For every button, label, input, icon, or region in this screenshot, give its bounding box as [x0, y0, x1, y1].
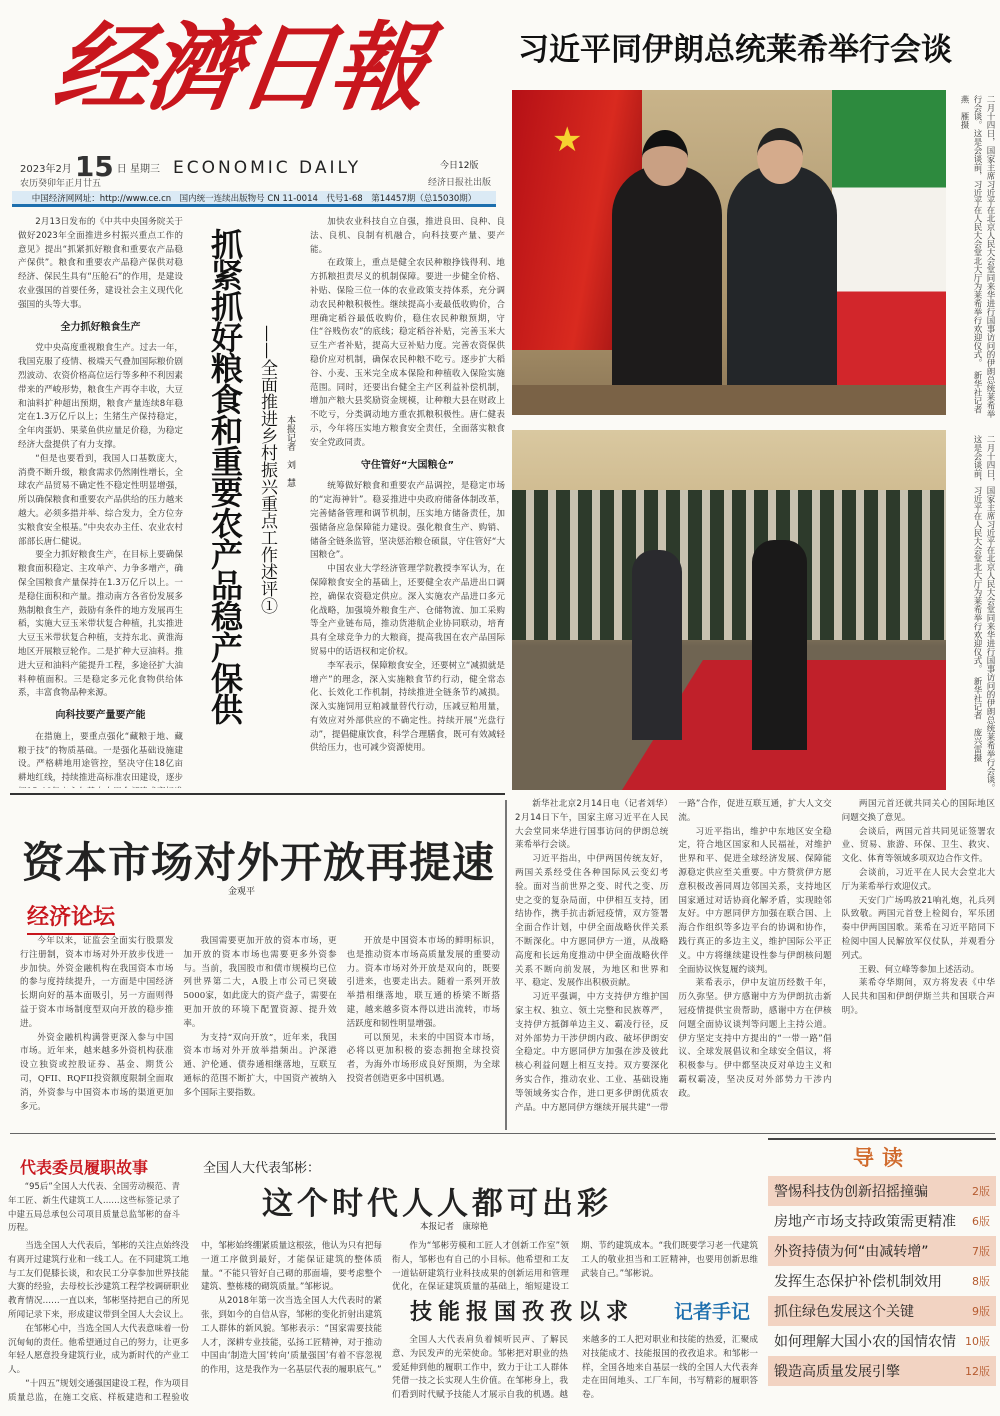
guide-box — [768, 1138, 996, 1414]
iran-flag — [832, 90, 946, 415]
paragraph: 中国农业大学经济管理学院教授李军认为，在保障粮食安全的基础上，还要健全农产品进出口调控，确保农资稳定供应。深入实施农产品进口多元化战略，加强境外粮食生产、仓储物流、加工采购等全产业链布局，推动货港航企业协同联动，培育具有全球竞争力的大粮商，提高我国在农产品国际贸易中的话语权和定价权。 — [310, 564, 505, 657]
guide-list — [768, 1176, 996, 1386]
paragraph: 在邹彬心中，当选全国人大代表意味着一份沉甸甸的责任。他希望通过自己的努力，让更多年轻人愿意投身建筑行业，成为新时代的产业工人。 — [8, 1323, 189, 1376]
guide-item-label: 如何理解大国小农的国情农情 — [774, 1334, 956, 1350]
guide-item-page: 7版 — [972, 1245, 990, 1258]
photo-caption-2 — [950, 435, 996, 795]
note-body: 全国人大代表肩负着倾听民声、了解民意、为民发声的光荣使命。邹彬把对职业的热爱延伸到他的履职工作中，致力于让工人群体凭借一技之长实现人生价值。在邹彬身上，我们看到时代赋予技能人才展示自我的机遇。越来越多的工人把对职业和技能的热爱，汇聚成对技能成才、技能报国的孜孜追求。和邹彬一样，全国各地来自基层一线的全国人大代表奔走在田间地头、工厂车间，书写精彩的履职答卷。 — [392, 1335, 758, 1401]
section-divider — [10, 1133, 995, 1134]
photo-credit: 新华社记者 燕 雁摄 — [959, 95, 982, 423]
paragraph: 2月13日发布的《中共中央国务院关于做好2023年全面推进乡村振兴重点工作的意见》提出“抓紧抓好粮食和重要农产品稳产保供”。粮食和重要农产品稳产保供对稳经济、保民生具有“压舱石”的作用，是建设农业强国的首要任务，建设社会主义现代化强国的头等大事。 — [18, 217, 183, 310]
paragraph: 在措施上，要重点强化“藏粮于地、藏粮于技”的物质基础。一是强化基础设施建设。严格耕地用途管控，坚决守住18亿亩耕地红线，持续推进高标准农田建设，逐步 — [18, 731, 183, 784]
paragraph: 李军表示，保障粮食安全，还要树立“减损就是增产”的理念，深入实施粮食节约行动，健全常态化、长效化工作机制，持续推进全链条节约减损。深入实施饲用豆粕减量替代行动，压减豆粕用量，有效应对外部供应的不确定性。持续开展“光盘行动”，提倡健康饮食，科学合理膳食，既可有效减轻供给压力，也可减少资源使用。 — [310, 660, 505, 754]
paragraph: 习近平指出，维护中东地区安全稳定，符合地区国家和人民福祉，对维护世界和平、促进全球经济发展、保障能源稳定供应至关重要。中方赞赏伊方愿意积极改善同周边邻国关系，支持地区国家通过对话协商化解矛盾，实现睦邻友好。中方愿同伊方加强在联合国、上海合作组织等多边平台的协调和协作，践行真正的多边主义，维护国际公平正义。中方将继续建设性参与伊朗核问题全面协议恢复履约谈判。 — [678, 826, 832, 975]
economic-forum-tag: 经济论坛 — [27, 900, 115, 935]
guide-item[interactable] — [768, 1266, 996, 1296]
walking-leader-1 — [632, 550, 682, 740]
lunar-date: 农历癸卯年正月廿五 — [20, 179, 102, 189]
paragraph: 要全力抓好粮食生产，在目标上要确保粮食面积稳定、主攻单产、力争多增产，确保全国粮食产量保持在1.3万亿斤以上。一是稳住面积和产量。推动南方各省份发展多熟制粮食生产，鼓励有条件的地方发展再生稻，实施大豆玉米带状复合种植，扎实推进大豆玉米带状复合种植，支持东北、黄淮海地区开展粮豆轮作。二是扩种大豆油料。推进大豆和油料产能提升工程，多途径扩大油料种植面积。三是稳定多元化食物供给体系，丰富食物品种来源。 — [18, 550, 183, 699]
paragraph: 外资金融机构满誉更深入参与中国市场。近年来，越来越多外资机构获准设立独资或控股证券、基金、期货公司，QFII、RQFII投资额度限制全面取消，外资参与中国资本市场的渠道更加多元。 — [20, 1032, 174, 1112]
guide-item[interactable] — [768, 1236, 996, 1266]
column-divider — [505, 800, 507, 1130]
paragraph: 当选全国人大代表后，邹彬的关注点始终没有离开过建筑行业和一线工人。在不同建筑工地与工友们促膝长谈，和农民工分享参加世界技能大赛的经验，去母校长沙建筑工程学校调研职业教育情况……一直以来，邹彬坚持把自己的所见所闻记录下来，形成建议带到全国人大会议上。 — [8, 1241, 189, 1320]
story-column-tag: 代表委员履职故事 — [20, 1158, 149, 1177]
english-title: ECONOMIC DAILY — [173, 158, 362, 178]
grain-article-left — [18, 216, 183, 788]
guide-item[interactable] — [768, 1356, 996, 1386]
guide-item-page: 12版 — [965, 1365, 990, 1378]
publication-info-bar: 中国经济网网址：http://www.ce.cn 国内统一连续出版物号 CN 11-0014 代号1-68 第14457期（总15030期） — [12, 191, 496, 207]
grain-article-right — [310, 216, 505, 788]
caption-text: 二月十四日，国家主席习近平在北京人民大会堂同来华进行国事访问的伊朗总统莱希举行会谈。这是会谈前，习近平在人民大会堂北大厅为莱希举行欢迎仪式。 — [972, 435, 995, 792]
publisher: 经济日报社出版 — [428, 178, 492, 188]
star-icon: ★ — [552, 120, 583, 160]
story-body-left — [8, 1240, 382, 1416]
page-count: 今日12版 — [440, 161, 479, 171]
guide-item-label: 警惕科技伪创新招摇撞骗 — [774, 1184, 928, 1200]
story-kicker: 全国人大代表邹彬： — [203, 1161, 321, 1176]
date-suffix: 日 星期三 — [116, 164, 160, 175]
story-headline[interactable]: 这个时代人人都可出彩 — [262, 1186, 612, 1222]
paragraph: 为支持“双向开放”，近年来，我国资本市场对外开放举措频出。沪深港通、沪伦通、债券通相继落地，互联互通标的范围不断扩大，中国资产被纳入多个国际主要指数。 — [183, 1032, 337, 1098]
guide-item[interactable] — [768, 1326, 996, 1356]
paragraph: 习近平强调，中方支持伊方维护国家主权、独立、领土完整和民族尊严，支持伊方抵御单边主义、霸凌行径，反对外部势力干涉伊朗内政、破坏伊朗安全稳定。中方愿同伊方加强在涉及彼此核心利益问题上相互支持。双方要深化务实合作，推动农业、工业、基础设施等领域务实合作，进口更多伊朗优质农产品。中方愿同伊方继续开展共建“一带一路”合作，促进互联互通，扩大人文交流。 — [515, 799, 832, 1113]
guide-item-page: 2版 — [972, 1185, 990, 1198]
guide-item[interactable] — [768, 1296, 996, 1326]
grain-byline: 本报记者 刘 慧 — [285, 415, 295, 487]
photo-handshake — [512, 90, 946, 415]
guide-item[interactable] — [768, 1206, 996, 1236]
section-subheading: 守住管好“大国粮仓” — [360, 459, 455, 471]
guide-item[interactable] — [768, 1176, 996, 1206]
walking-leader-2 — [752, 540, 807, 750]
guide-item-label: 抓住绿色发展这个关键 — [774, 1304, 914, 1320]
paragraph: 从2018年第一次当选全国人大代表时的紧张，到如今的自信从容，邹彬的变化折射出建筑工人群体的新风貌。邹彬表示：“国家需要技能人才，深耕专业技能，弘扬工匠精神，对于推动中国由‘制造大国’转向‘质量强国’有着不容忽视的作用，这是我作为一名基层代表的履职底气。” — [201, 1296, 382, 1376]
guide-item-label: 锻造高质量发展引擎 — [774, 1364, 900, 1380]
person-right-head — [757, 128, 803, 184]
person-left-head — [642, 130, 688, 186]
paragraph: 统筹做好粮食和重要农产品调控，是稳定市场的“定海神针”。稳妥推进中央政府储备体制改革，完善储备管理和调节机制，压实地方储备责任，加强储备应急保障能力建设。强化粮食生产、购销、储备全链条监管，坚决惩治粮仓硕鼠，守住管好“大国粮仓”。 — [310, 481, 505, 561]
paragraph: 开放是中国资本市场的鲜明标识，也是推动资本市场高质量发展的重要动力。资本市场对外开放是双向的，既要引进来，也要走出去。随着一系列开放举措相继落地，联互通的桥梁不断搭建，越来越多资本得以进出流转，市场活跃度和韧性明显增强。 — [346, 936, 500, 1029]
section-subheading: 向科技要产量要产能 — [55, 710, 146, 722]
paragraph: 作为“邹彬劳模和工匠人才创新工作室”领衔人，邹彬也有自己的小目标。他希望和工友一道钻研建筑行业科技成果的创新运用和管理优化，在保证建筑质量的基础上，缩短建设工期、节约建筑成本。“我们既要学习老一代建筑工人的敬业担当和工匠精神，也要用创新思维武装自己。”邹彬说。 — [392, 1241, 758, 1293]
paragraph: 今年以来，证监会全面实行股票发行注册制，资本市场对外开放步伐进一步加快。外资金融机构在我国资本市场的参与度持续提升，一方面是中国经济长期向好的基本面吸引，另一方面则得益于资本市场制度型双向开放的稳步推进。 — [20, 936, 174, 1029]
capital-article-body — [20, 935, 500, 1125]
grain-headline[interactable]: 抓紧抓好粮食和重要农产品稳产保供 — [206, 228, 244, 724]
paragraph: 在政策上，重点是健全农民种粮挣钱得利、地方抓粮担责尽义的机制保障。要进一步健全价格、补贴、保险三位一体的农业政策支持体系，充分调动农民种粮积极性。继续提高小麦最低收购价，合理确定稻谷最低收购价，稳住农民种粮预期，守住“谷贱伤农”的底线；稳定稻谷补贴，完善玉米大豆生产者补贴，提高大豆补贴力度。完善农资保供稳价应对机制，确保农民种粮不吃亏。逐步扩大稻谷、小麦、玉米完全成本保险和种植收入保险实施范围。同时，还要出台健全主产区利益补偿机制，增加产粮大县奖励资金规模，让种粮大县在财政上不吃亏，分类调动地方重农抓粮积极性。唐仁健表示，今年将压实地方粮食安全责任，全面落实粮食安全党政同责。 — [310, 258, 505, 448]
section-divider — [10, 793, 505, 795]
person-right — [727, 165, 837, 415]
floor — [512, 385, 946, 415]
lead-article-body — [515, 798, 995, 1128]
paragraph: 习近平指出，中伊两国传统友好，两国关系经受住各种国际风云变幻考验。面对当前世界之变、时代之变、历史之变的复杂局面，中伊相互支持，团结协作，携手抗击新冠疫情，双方签署全面合作计划，中伊全面战略伙伴关系不断深化。中方愿同伊方一道，从战略高度和长远角度推动中伊全面战略伙伴关系不断向前发展，为地区和世界和平、稳定、发展作出积极贡献。 — [515, 854, 669, 989]
paragraph: 我国需要更加开放的资本市场，更加开放的资本市场也需要更多外资参与。当前，我国股市和债市规模均已位列世界第二大，A股上市公司已突破5000家，如此庞大的资产盘子，需要在更加开放的环境下配置资源、提升效率。 — [183, 936, 337, 1029]
photo-credit: 新华社记者 庞兴雷摄 — [972, 677, 982, 763]
guide-item-label: 外资持债为何“由减转增” — [774, 1244, 929, 1260]
paragraph: 党中央高度重视粮食生产。过去一年，我国克服了疫情、极端天气叠加国际粮价剧烈波动、农资价格高位运行等多种不利因素带来的严峻形势，粮食生产再夺丰收，大豆和油料扩种超出预期，粮食产量连续8年稳定在1.3万亿斤以上；生猪生产保持稳定，全年肉蛋奶、果菜鱼供应量足价稳，为稳定经济大盘提供了有力支撑。 — [18, 343, 183, 450]
guide-item-page: 10版 — [965, 1335, 990, 1348]
story-intro: “95后”全国人大代表、全国劳动模范、青年工匠、新生代建筑工人……这些标签记录了中建五局总承包公司项目质量总监邹彬的奋斗历程。 — [8, 1181, 180, 1233]
reporter-note-tag: 记者手记 — [674, 1301, 751, 1323]
grain-subtitle: ——全面推进乡村振兴重点工作述评① — [257, 325, 277, 614]
guide-item-label: 发挥生态保护补偿机制效用 — [774, 1274, 942, 1290]
date-prefix: 2023年2月 — [20, 164, 72, 175]
paragraph: 两国元首还就共同关心的国际地区问题交换了意见。 — [841, 799, 995, 823]
guide-item-label: 房地产市场支持政策需更精准 — [774, 1214, 956, 1230]
guide-item-page: 6版 — [972, 1215, 990, 1228]
guide-item-page: 9版 — [972, 1305, 990, 1318]
photo-caption-1 — [950, 95, 996, 425]
date-day: 15 — [74, 150, 114, 183]
paragraph: 莱希夺华期间，双方将发表《中华人民共和国和伊朗伊斯兰共和国联合声明》。 — [841, 978, 995, 1016]
capital-byline: 金观平 — [228, 887, 256, 897]
note-headline[interactable]: 技能报国孜孜以求 — [410, 1300, 635, 1325]
lead-headline[interactable]: 习近平同伊朗总统莱希举行会谈 — [518, 32, 952, 68]
paragraph: 王毅、何立峰等参加上述活动。 — [858, 964, 980, 975]
story-body-right — [392, 1240, 758, 1296]
person-left — [612, 165, 722, 415]
paragraph: 新华社北京2月14日电（记者刘华）2月14日下午，国家主席习近平在人民大会堂同来华进行国事访问的伊朗总统莱希举行会谈。 — [515, 799, 669, 851]
paragraph: 加快农业科技自立自强，推进良田、良种、良法、良机、良制有机融合，向科技要产量、要产能。 — [310, 217, 505, 255]
photo-welcome-ceremony — [512, 430, 946, 790]
section-subheading: 全力抓好粮食生产 — [60, 321, 141, 333]
caption-text: 二月十四日，国家主席习近平在北京人民大会堂同来华进行国事访问的伊朗总统莱希举行会谈。这是会谈前，习近平在人民大会堂北大厅为莱希举行欢迎仪式。 — [972, 95, 995, 418]
guide-item-page: 8版 — [972, 1275, 990, 1288]
paragraph: 莱希表示，伊中友谊历经数千年，历久弥坚。伊方感谢中方为伊朗抗击新冠疫情提供宝贵帮助，感谢中方在伊核问题全面协议谈判等问题上主持公道。伊方坚定支持中方提出的“一带一路”倡议、全球发展倡议和全球安全倡议，将积极参与。伊中都坚决反对单边主义和霸权霸凌，坚决反对外部势力干涉内政。 — [678, 978, 832, 1099]
paragraph: “十四五”规划交通强国建设工程，作为项目质量总监，在施工交底、样板建造和工程验收中，邹彬始终绷紧质量这根弦，他认为只有把每一道工序做到最好，才能保证建筑的整体质量。“不能只管好自己砌的那面墙，要考虑整个建筑、整栋楼的砌筑质量。”邹彬说。 — [8, 1241, 382, 1403]
capital-headline[interactable]: 资本市场对外开放再提速 — [22, 838, 496, 887]
paragraph: 可以预见，未来的中国资本市场，必将以更加积极的姿态拥抱全球投资者，为海外市场形成良好预期，为全球投资者创造更多中国机遇。 — [346, 1032, 500, 1084]
paragraph: 会谈前，习近平在人民大会堂北大厅为莱希举行欢迎仪式。 — [841, 867, 995, 892]
paragraph: “但是也要看到，我国人口基数庞大，消费不断升级，粮食需求仍然刚性增长，全球农产品贸易不确定性不稳定性明显增强，所以确保粮食和重要农产品供给的压力越来越大。必须多措并举、综合发力，全方位夯实粮食安全根基。”中央农办主任、农业农村部部长唐仁健说。 — [18, 453, 183, 547]
paragraph: 天安门广场鸣放21响礼炮，礼兵列队致敬。两国元首登上检阅台，军乐团奏中伊两国国歌。莱希在习近平陪同下检阅中国人民解放军仪仗队，并观看分列式。 — [841, 895, 995, 961]
guide-title: 导读 — [853, 1146, 911, 1170]
honor-guard — [512, 490, 946, 640]
newspaper-logo: 经濟日報 — [47, 11, 432, 124]
paragraph: 会谈后，两国元首共同见证签署农业、贸易、旅游、环保、卫生、救灾、文化、体育等领域多项双边合作文件。 — [841, 826, 995, 865]
story-byline: 本报记者 康琼艳 — [420, 1222, 489, 1232]
